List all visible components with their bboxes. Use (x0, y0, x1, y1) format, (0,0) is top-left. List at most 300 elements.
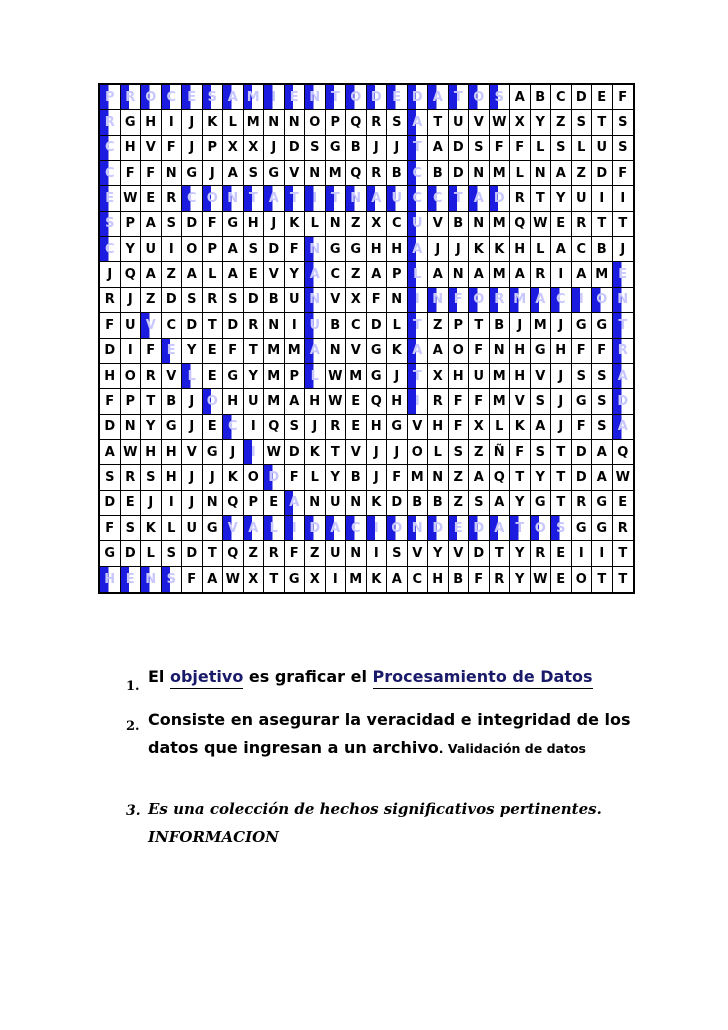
grid-letter: H (100, 364, 121, 389)
grid-letter: R (428, 389, 449, 414)
grid-letter: V (346, 440, 367, 465)
grid-letter: V (408, 541, 429, 566)
grid-letter: G (531, 491, 552, 516)
grid-letter: Q (490, 465, 511, 490)
grid-letter: H (162, 465, 183, 490)
grid-letter: D (285, 136, 306, 161)
grid-letter: F (141, 161, 162, 186)
grid-letter: D (100, 491, 121, 516)
clue-number: 3. (126, 803, 141, 819)
grid-letter: E (203, 415, 224, 440)
grid-letter: G (223, 212, 244, 237)
grid-letter: G (326, 237, 347, 262)
grid-letter: Y (121, 237, 142, 262)
grid-letter: E (121, 567, 142, 592)
grid-letter: J (367, 440, 388, 465)
grid-letter: R (510, 186, 531, 211)
grid-letter: Q (223, 541, 244, 566)
grid-letter: O (469, 288, 490, 313)
grid-letter: A (428, 339, 449, 364)
grid-letter: O (121, 364, 142, 389)
grid-letter: T (592, 110, 613, 135)
grid-letter: E (551, 212, 572, 237)
grid-letter: H (367, 415, 388, 440)
grid-letter: E (264, 491, 285, 516)
grid-letter: G (367, 364, 388, 389)
grid-letter: S (162, 212, 183, 237)
grid-letter: H (162, 440, 183, 465)
grid-letter: M (490, 364, 511, 389)
grid-letter: I (326, 567, 347, 592)
grid-letter: I (285, 313, 306, 338)
grid-letter: H (223, 389, 244, 414)
grid-letter: J (551, 313, 572, 338)
grid-letter: T (469, 313, 490, 338)
grid-letter: Z (346, 212, 367, 237)
grid-letter: T (203, 313, 224, 338)
grid-letter: B (449, 212, 470, 237)
grid-letter: H (141, 440, 162, 465)
grid-letter: M (490, 262, 511, 287)
grid-letter: B (346, 465, 367, 490)
grid-letter: S (490, 85, 511, 110)
grid-letter: A (613, 364, 634, 389)
grid-letter: J (182, 389, 203, 414)
grid-letter: W (326, 364, 347, 389)
grid-letter: A (223, 85, 244, 110)
grid-letter: O (182, 237, 203, 262)
grid-letter: V (223, 516, 244, 541)
grid-letter: M (510, 288, 531, 313)
grid-letter: P (121, 212, 142, 237)
grid-letter: M (264, 389, 285, 414)
grid-letter: A (469, 465, 490, 490)
grid-letter: A (469, 262, 490, 287)
grid-letter: G (121, 110, 142, 135)
grid-letter: O (387, 516, 408, 541)
grid-letter: B (449, 567, 470, 592)
grid-letter: Q (346, 110, 367, 135)
grid-letter: G (531, 339, 552, 364)
grid-letter: K (367, 567, 388, 592)
grid-letter: H (367, 237, 388, 262)
grid-letter: U (121, 313, 142, 338)
grid-letter: N (285, 110, 306, 135)
grid-letter: F (469, 389, 490, 414)
grid-letter: G (572, 313, 593, 338)
grid-letter: U (387, 186, 408, 211)
grid-letter: I (367, 541, 388, 566)
grid-letter: A (264, 186, 285, 211)
grid-letter: L (408, 262, 429, 287)
grid-letter: F (182, 567, 203, 592)
grid-letter: H (100, 567, 121, 592)
grid-letter: V (531, 364, 552, 389)
grid-letter: S (305, 136, 326, 161)
grid-letter: A (408, 237, 429, 262)
grid-letter: U (408, 212, 429, 237)
grid-letter: R (367, 110, 388, 135)
grid-letter: S (387, 110, 408, 135)
grid-letter: D (592, 161, 613, 186)
grid-letter: C (572, 237, 593, 262)
grid-letter: F (162, 136, 183, 161)
grid-letter: G (592, 491, 613, 516)
grid-letter: D (182, 541, 203, 566)
grid-letter: C (428, 186, 449, 211)
grid-letter: J (182, 415, 203, 440)
grid-letter: M (531, 313, 552, 338)
grid-letter: E (121, 491, 142, 516)
grid-letter: L (141, 541, 162, 566)
grid-letter: M (408, 465, 429, 490)
grid-letter: R (100, 110, 121, 135)
grid-letter: A (367, 186, 388, 211)
grid-letter: Ñ (490, 440, 511, 465)
grid-letter: N (305, 161, 326, 186)
grid-letter: I (162, 110, 183, 135)
grid-letter: N (613, 288, 634, 313)
grid-letter: D (572, 440, 593, 465)
grid-letter: U (182, 516, 203, 541)
grid-letter: M (490, 389, 511, 414)
grid-letter: M (244, 110, 265, 135)
grid-letter: A (469, 186, 490, 211)
grid-letter: Y (326, 465, 347, 490)
grid-letter: O (141, 85, 162, 110)
grid-letter: S (469, 136, 490, 161)
grid-letter: A (428, 85, 449, 110)
grid-letter: H (449, 364, 470, 389)
grid-letter: I (264, 85, 285, 110)
grid-letter: H (141, 110, 162, 135)
grid-letter: N (387, 288, 408, 313)
grid-letter: F (510, 440, 531, 465)
grid-letter: N (408, 516, 429, 541)
grid-letter: A (223, 237, 244, 262)
grid-letter: G (223, 364, 244, 389)
grid-letter: D (367, 313, 388, 338)
grid-letter: I (162, 237, 183, 262)
grid-letter: E (100, 186, 121, 211)
grid-letter: T (449, 186, 470, 211)
grid-letter: C (100, 136, 121, 161)
grid-letter: S (531, 389, 552, 414)
grid-letter: T (264, 567, 285, 592)
grid-letter: J (367, 465, 388, 490)
grid-letter: L (305, 364, 326, 389)
grid-letter: F (592, 339, 613, 364)
grid-letter: X (367, 212, 388, 237)
grid-letter: C (346, 516, 367, 541)
grid-letter: F (367, 288, 388, 313)
grid-letter: W (531, 567, 552, 592)
grid-letter: C (326, 262, 347, 287)
grid-letter: N (346, 491, 367, 516)
grid-letter: F (449, 389, 470, 414)
grid-letter: U (469, 364, 490, 389)
grid-letter: S (244, 161, 265, 186)
grid-letter: K (285, 212, 306, 237)
grid-letter: H (244, 212, 265, 237)
grid-letter: E (141, 186, 162, 211)
grid-letter: Y (428, 541, 449, 566)
grid-letter: V (346, 339, 367, 364)
grid-letter: V (469, 110, 490, 135)
grid-letter: S (449, 440, 470, 465)
grid-letter: Y (510, 541, 531, 566)
grid-letter: Q (223, 491, 244, 516)
grid-letter: A (305, 262, 326, 287)
clue-answer-validacion: . Validación de datos (438, 741, 586, 756)
grid-letter: F (469, 567, 490, 592)
grid-letter: A (367, 262, 388, 287)
grid-letter: G (162, 415, 183, 440)
grid-letter: R (490, 288, 511, 313)
grid-letter: S (203, 85, 224, 110)
grid-letter: D (121, 541, 142, 566)
grid-letter: Y (285, 262, 306, 287)
grid-letter: J (510, 313, 531, 338)
grid-letter: S (387, 541, 408, 566)
grid-letter: Z (449, 465, 470, 490)
grid-letter: B (346, 136, 367, 161)
grid-letter: S (551, 136, 572, 161)
grid-letter: T (618, 571, 628, 587)
grid-letter: J (264, 212, 285, 237)
grid-letter: D (613, 389, 634, 414)
grid-letter: D (387, 491, 408, 516)
grid-letter: V (141, 136, 162, 161)
grid-letter: O (408, 440, 429, 465)
grid-letter: P (285, 364, 306, 389)
grid-letter: B (408, 491, 429, 516)
grid-letter: L (305, 212, 326, 237)
grid-letter: W (223, 567, 244, 592)
grid-letter: V (264, 262, 285, 287)
clue-text: Es una colección de hechos significativos pertinentes. (148, 800, 602, 818)
grid-letter: G (592, 516, 613, 541)
grid-letter: R (203, 288, 224, 313)
grid-letter: R (572, 491, 593, 516)
grid-letter: B (490, 313, 511, 338)
grid-letter: N (305, 85, 326, 110)
grid-letter: S (592, 389, 613, 414)
grid-letter: K (141, 516, 162, 541)
grid-letter: P (121, 389, 142, 414)
clue-item-2 (120, 706, 640, 763)
grid-letter: E (162, 339, 183, 364)
grid-letter: C (387, 212, 408, 237)
grid-letter: S (551, 516, 572, 541)
grid-letter: U (326, 491, 347, 516)
grid-letter: A (592, 465, 613, 490)
clue-list (120, 660, 640, 851)
grid-letter: F (285, 541, 306, 566)
grid-letter: B (264, 288, 285, 313)
grid-letter: U (305, 313, 326, 338)
grid-letter: T (428, 110, 449, 135)
grid-letter: J (100, 262, 121, 287)
grid-letter: R (121, 465, 142, 490)
grid-letter: F (285, 237, 306, 262)
grid-letter: Z (449, 491, 470, 516)
grid-letter: U (449, 110, 470, 135)
grid-letter: F (121, 161, 142, 186)
grid-letter: K (203, 110, 224, 135)
grid-letter: D (449, 161, 470, 186)
grid-letter: N (121, 415, 142, 440)
grid-letter: C (223, 415, 244, 440)
grid-letter: T (244, 186, 265, 211)
grid-letter: Q (264, 415, 285, 440)
grid-letter: Z (244, 541, 265, 566)
grid-letter: X (510, 110, 531, 135)
grid-letter: A (203, 567, 224, 592)
grid-letter: D (428, 516, 449, 541)
grid-letter: D (182, 212, 203, 237)
grid-letter: F (572, 415, 593, 440)
grid-letter: F (469, 339, 490, 364)
grid-letter: A (490, 491, 511, 516)
grid-letter: F (100, 516, 121, 541)
grid-letter: A (387, 567, 408, 592)
grid-letter: M (264, 364, 285, 389)
grid-letter: S (613, 110, 634, 135)
grid-letter: V (428, 212, 449, 237)
grid-letter: F (285, 465, 306, 490)
grid-letter: K (490, 237, 511, 262)
grid-letter: P (387, 262, 408, 287)
grid-letter: P (100, 85, 121, 110)
grid-letter: G (572, 389, 593, 414)
grid-letter: Y (141, 415, 162, 440)
grid-letter: S (244, 237, 265, 262)
grid-letter: H (305, 389, 326, 414)
grid-letter: R (244, 313, 265, 338)
grid-letter: T (510, 516, 531, 541)
grid-letter: V (285, 161, 306, 186)
grid-letter: R (367, 161, 388, 186)
grid-letter: L (572, 136, 593, 161)
grid-letter: A (592, 440, 613, 465)
grid-letter: N (141, 567, 162, 592)
grid-letter: Q (510, 212, 531, 237)
grid-letter: Z (469, 440, 490, 465)
grid-letter: A (305, 339, 326, 364)
grid-letter: E (551, 567, 572, 592)
grid-letter: A (531, 415, 552, 440)
grid-letter: E (346, 415, 367, 440)
grid-letter: U (141, 237, 162, 262)
grid-letter: T (592, 567, 613, 592)
grid-letter: B (531, 85, 552, 110)
grid-letter: W (490, 110, 511, 135)
grid-letter: O (449, 339, 470, 364)
grid-letter: S (572, 110, 593, 135)
grid-letter: J (428, 237, 449, 262)
grid-letter: W (326, 389, 347, 414)
grid-letter: I (613, 186, 634, 211)
grid-letter: S (469, 491, 490, 516)
grid-letter: S (613, 136, 634, 161)
grid-letter: E (203, 364, 224, 389)
grid-letter: V (408, 415, 429, 440)
grid-letter: S (592, 415, 613, 440)
grid-letter: K (223, 465, 244, 490)
grid-letter: S (223, 288, 244, 313)
grid-letter: H (121, 136, 142, 161)
grid-letter: N (264, 110, 285, 135)
grid-letter: L (162, 516, 183, 541)
grid-letter: N (264, 313, 285, 338)
grid-letter: J (182, 136, 203, 161)
grid-letter: F (449, 415, 470, 440)
grid-letter: C (100, 237, 121, 262)
grid-letter: Z (162, 262, 183, 287)
grid-letter: N (162, 161, 183, 186)
grid-letter: X (469, 415, 490, 440)
grid-letter: S (121, 516, 142, 541)
grid-letter: E (613, 262, 634, 287)
clue-keyword-objetivo: objetivo (170, 667, 243, 689)
grid-letter: F (613, 161, 634, 186)
grid-letter: S (100, 212, 121, 237)
grid-letter: X (305, 567, 326, 592)
grid-letter: G (203, 440, 224, 465)
grid-letter: X (244, 136, 265, 161)
grid-letter: S (182, 288, 203, 313)
grid-letter: R (613, 516, 634, 541)
grid-letter: A (408, 339, 429, 364)
grid-letter: O (531, 516, 552, 541)
grid-letter: D (162, 288, 183, 313)
grid-letter: F (141, 339, 162, 364)
grid-letter: G (100, 541, 121, 566)
grid-letter: J (141, 491, 162, 516)
grid-letter: H (428, 415, 449, 440)
grid-letter: D (223, 313, 244, 338)
grid-letter: M (346, 567, 367, 592)
grid-letter: D (285, 440, 306, 465)
grid-letter: A (613, 415, 634, 440)
grid-letter: P (203, 237, 224, 262)
grid-letter: T (592, 212, 613, 237)
grid-letter: G (285, 567, 306, 592)
grid-letter: Y (531, 465, 552, 490)
grid-letter: X (223, 136, 244, 161)
grid-letter: W (121, 440, 142, 465)
grid-letter: B (326, 313, 347, 338)
grid-letter: F (100, 313, 121, 338)
grid-letter: S (572, 364, 593, 389)
grid-letter: G (182, 161, 203, 186)
grid-letter: M (592, 262, 613, 287)
grid-letter: R (264, 541, 285, 566)
grid-letter: J (203, 465, 224, 490)
grid-letter: Q (613, 440, 634, 465)
grid-letter: I (244, 440, 265, 465)
grid-letter: R (326, 415, 347, 440)
grid-letter: J (182, 465, 203, 490)
grid-letter: Z (428, 313, 449, 338)
grid-letter: I (572, 288, 593, 313)
grid-letter: D (264, 465, 285, 490)
grid-letter: V (326, 288, 347, 313)
grid-letter: G (592, 313, 613, 338)
grid-letter: D (305, 516, 326, 541)
grid-letter: S (285, 415, 306, 440)
